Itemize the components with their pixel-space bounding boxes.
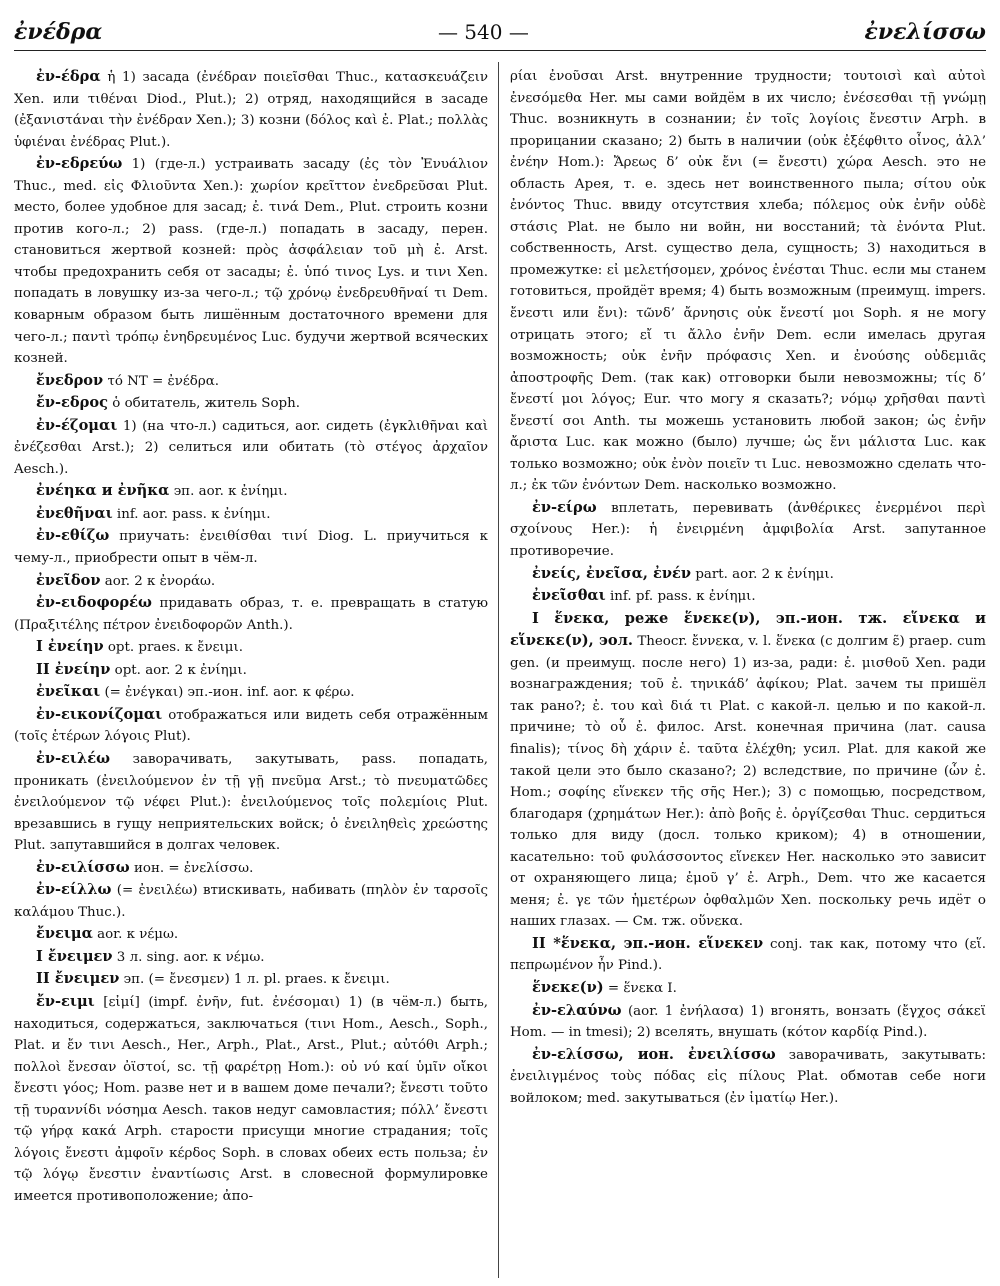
entry-definition: эп. (= ἔνεσμεν) 1 л. pl. praes. к ἔνειμι. bbox=[123, 972, 390, 988]
dictionary-entry bbox=[510, 1044, 986, 1110]
entry-definition: ион. = ἐνελίσσω. bbox=[133, 860, 254, 876]
entry-definition: заворачивать, закутывать, pass. попадать, проникать (ἐνειλούμενον ἐν τῇ γῇ πνεῦμα Arst.; τὸ πνευματῶδες ἐνειλούμενον τῷ νέφει Plut.): ἐνειλούμενος τοῖς πολεμίοις Plut. врезавшись в гущу неприятельских войск; ὁ ἐνειληθεὶς χρεώστης Plut. запутавшийся в долгах человек. bbox=[14, 751, 488, 854]
entry-definition: aor. 2 к ἐνοράω. bbox=[104, 573, 216, 589]
entry-definition: ἡ 1) засада (ἐνέδραν ποιεῖσθαι Thuc., κατασκευάζειν Xen. или τιθέναι Diod., Plut.); 2) отряд, находящийся в засаде (ἐξανιστάναι τὴν ἐνέδραν Xen.); 3) козни (δόλος καὶ ἐ. Plat.; πολλὰς ὑφιέναι ἐνέδρας Plut.). bbox=[14, 70, 488, 150]
running-head-left: ἐνέδρα bbox=[14, 19, 103, 45]
dictionary-entry bbox=[510, 933, 986, 977]
entry-definition: приучать: ἐνειθίσθαι τινί Diog. L. приучиться к чему-л., приобрести опыт в чём-л. bbox=[14, 529, 488, 567]
entry-headword: ἐν-εδρεύω bbox=[36, 155, 123, 173]
dictionary-entry bbox=[510, 497, 986, 563]
page-number: — 540 — bbox=[437, 20, 529, 44]
entry-headword: ἐν-εικονίζομαι bbox=[36, 705, 163, 723]
entry-definition: inf. aor. pass. к ἐνίημι. bbox=[116, 506, 271, 522]
dictionary-entry bbox=[14, 370, 488, 393]
column-divider bbox=[498, 62, 499, 1278]
entry-headword: ἐνεθῆναι bbox=[36, 504, 113, 522]
entry-headword: ἐνέηκα и ἐνῆκα bbox=[36, 482, 170, 500]
entry-headword: ἐν-ειδοφορέω bbox=[36, 594, 152, 612]
entry-headword: ἔνεδρον bbox=[36, 371, 104, 389]
entry-headword: ἐνεῖδον bbox=[36, 571, 101, 589]
dictionary-entry bbox=[14, 525, 488, 569]
dictionary-entry bbox=[14, 480, 488, 503]
entry-definition: (= ἐνέγκαι) эп.-ион. inf. aor. к φέρω. bbox=[104, 685, 355, 701]
entry-definition: τό NT = ἐνέδρα. bbox=[107, 373, 220, 389]
entry-headword: ἐν-εθίζω bbox=[36, 527, 110, 545]
entry-definition: (aor. 1 ἐνήλασα) 1) вгонять, вонзать (ἔγχος σάκεϊ Hom. — in tmesi); 2) вселять, внушать (κότον καρδίᾳ Pind.). bbox=[510, 1003, 986, 1041]
entry-headword: I ἕνεκα, реже ἕνεκε(ν), эп.-ион. тж. εἵνεκα и εἵνεκε(ν), эол. bbox=[510, 609, 986, 650]
entry-continuation: ρίαι ἐνοῦσαι Arst. внутренние трудности; τουτοισὶ καὶ αὐτοὶ ἐνεσόμεθα Her. мы сами войдём в их число; ἐνέσεσθαι τῇ γνώμῃ Thuc. возникнуть в сознании; ἐν τοῖς λογίοις ἔνεστιν Arph. в прорицании сказано; 2) быть в наличии (οὐκ ἐξέφθιτο οἶνος, ἀλλ’ ἐνέην Hom.): Ἄρεως δ’ οὐκ ἔνι (= ἔνεστι) χώρα Aesch. это не область Арея, т. е. здесь нет воинственного пыла; σίτου οὐκ ἐνόντος Thuc. ввиду отсутствия хлеба; πόλεμος οὐκ ἐνῆν οὐδὲ στάσις Plat. не было ни войн, ни восстаний; τὰ ἐνόντα Plut. собственность, Arst. существо дела, сущность; 3) находиться в промежутке: εἰ μελετήσομεν, χρόνος ἐνέσται Thuc. если мы станем готовиться, пройдёт время; 4) быть возможным (преимущ. impers. ἔνεστι или ἔνι): τῶνδ’ ἄρνησις οὐκ ἔνεστί μοι Soph. я не могу отрицать этого; εἴ τι ἄλλο ἐνῆν Dem. если имелась другая возможность; οὐκ ἐνῆν πρόφασις Xen. и ἐνούσης οὐδεμιᾶς ἀποστροφῆς Dem. (так как) отговорки были невозможны; τίς δ’ ἔνεστί μοι λόγος; Eur. что могу я сказать?; νόμῳ χρῆσθαι παντὶ ἔνεστί σοι Anth. ты можешь установить любой закон; ὡς ἐνῆν ἄριστα Luc. как можно (было) лучше; ὡς ἔνι μάλιστα Luc. как только возможно; οὐκ ἐνὸν ποιεῖν τι Luc. невозможно сделать что-л.; ἐκ τῶν ἐνόντων Dem. насколько возможно. bbox=[510, 69, 986, 494]
entry-definition: opt. aor. 2 к ἐνίημι. bbox=[114, 662, 247, 678]
entry-headword: ἐνεῖκαι bbox=[36, 683, 101, 701]
dictionary-entry bbox=[14, 748, 488, 857]
dictionary-entry bbox=[510, 563, 986, 586]
right-column bbox=[510, 66, 986, 1278]
entry-headword: I ἐνείην bbox=[36, 638, 104, 656]
entry-definition: отображаться или видеть себя отражённым (τοῖς ἑτέρων λόγοις Plut). bbox=[14, 707, 488, 745]
entry-headword: ἐν-ελίσσω, ион. ἐνειλίσσω bbox=[532, 1045, 776, 1063]
dictionary-entry bbox=[510, 608, 986, 933]
entry-headword: II ἐνείην bbox=[36, 660, 111, 678]
entry-definition: aor. к νέμω. bbox=[97, 927, 179, 943]
dictionary-entry bbox=[14, 503, 488, 526]
entry-headword: II ἔνειμεν bbox=[36, 970, 120, 988]
entry-definition: ὁ обитатель, житель Soph. bbox=[112, 396, 300, 412]
dictionary-entry bbox=[510, 585, 986, 608]
dictionary-entry bbox=[14, 66, 488, 153]
entry-definition: 3 л. sing. aor. к νέμω. bbox=[116, 949, 265, 965]
dictionary-entry bbox=[510, 977, 986, 1000]
entry-headword: ἐν-είρω bbox=[532, 498, 597, 516]
entry-definition: [εἰμί] (impf. ἐνῆν, fut. ἐνέσομαι) 1) (в чём-л.) быть, находиться, содержаться, заключаться (τινι Hom., Aesch., Soph., Plat. и ἔν τινι Aesch., Her., Arph., Plat., Arst., Plut.; αὐτόθι Arph.; πολλοὶ ἔνεσαν ὀϊστοί, sc. τῇ φαρέτρῃ Hom.): οὐ νύ καί ὑμῖν οἴκοι ἔνεστι γόος; Hom. разве нет и в вашем доме печали?; ἔνεστι τοῦτο τῇ τυραννίδι νόσημα Aesch. таков недуг самовластия; πόλλ’ ἔνεστι τῷ γήρᾳ κακά Arph. старости присущи многие страдания; τοῖς λόγοις ἔνεστι ἀμφοῖν κέρδος Soph. в словах обеих есть польза; ἐν τῷ λόγῳ ἔνεστιν ἐναντίωσις Arst. в словесной формулировке имеется противоположение; ἀπο- bbox=[14, 994, 488, 1204]
dictionary-entry bbox=[14, 392, 488, 415]
dictionary-entry bbox=[14, 857, 488, 880]
dictionary-entry bbox=[14, 681, 488, 704]
dictionary-entry bbox=[14, 991, 488, 1207]
dictionary-entry bbox=[14, 153, 488, 369]
entry-headword: II *ἕνεκα, эп.-ион. εἵνεκεν bbox=[532, 934, 764, 952]
entry-definition: opt. praes. к ἔνειμι. bbox=[107, 640, 243, 656]
dictionary-entry bbox=[14, 592, 488, 636]
dictionary-entry bbox=[14, 946, 488, 969]
dictionary-entry bbox=[14, 570, 488, 593]
entry-headword: ἐν-ειλέω bbox=[36, 749, 110, 767]
entry-definition: Theocr. ἔννεκα, v. l. ἕνεκα (с долгим ε̃) praep. cum gen. (и преимущ. после него) 1) из-за, ради: ἐ. μισθοῦ Xen. ради вознаграждения; τοῦ ἐ. τηνικάδ’ ἀφίκου; Plat. зачем ты пришёл так рано?; ἐ. του καὶ διά τι Plat. с какой-л. целью и по какой-л. причине; τὸ οὗ ἐ. филос. Arst. конечная причина (лат. causa finalis); τίνος δὴ χάριν ἐ. ταῦτα ἐλέχθη; усил. Plat. для какой же такой цели это было сказано?; 2) вследствие, по причине (ὧν ἐ. Hom.; σοφίης εἵνεκεν τῆς σῆς Her.); 3) с помощью, посредством, благодаря (χρημάτων Her.): ἀπὸ βοῆς ἐ. ὀργίζεσθαι Thuc. сердиться только для виду (досл. только криком); 4) в отношении, касательно: τοῦ φυλάσσοντος εἵνεκεν Her. насколько это зависит от охраняющего лица; ἐμοῦ γ’ ἐ. Arph., Dem. что же касается меня; ἐ. γε τῶν ἡμετέρων ὀφθαλμῶν Xen. поскольку речь идёт о наших глазах. — См. тж. οὕνεκα. bbox=[510, 634, 986, 930]
entry-headword: ἐν-ειλίσσω bbox=[36, 858, 130, 876]
dictionary-entry bbox=[14, 636, 488, 659]
dictionary-entry bbox=[14, 659, 488, 682]
dictionary-entry bbox=[14, 923, 488, 946]
entry-headword: ἐν-ελαύνω bbox=[532, 1001, 622, 1019]
entry-headword: ἐν-έζομαι bbox=[36, 416, 118, 434]
entry-headword: ἔνειμα bbox=[36, 925, 93, 943]
entry-headword: ἔν-εδρος bbox=[36, 394, 108, 412]
entry-definition: вплетать, перевивать (ἀνθέρικες ἐνερμένοι περὶ σχοίνους Her.): ἡ ἐνειρμένη ἀμφιβολία Arst. запутанное противоречие. bbox=[510, 500, 986, 560]
entry-definition: 1) (на что-л.) садиться, aor. сидеть (ἐγκλιθῆναι καὶ ἐνέζεσθαι Arst.); 2) селиться или обитать (τὸ στέγος ἀρχαῖον Aesch.). bbox=[14, 418, 488, 477]
entry-headword: ἐν-έδρα bbox=[36, 68, 101, 85]
entry-definition: эп. aor. к ἐνίημι. bbox=[173, 484, 288, 500]
entry-definition: = ἕνεκα I. bbox=[607, 980, 677, 996]
entry-headword: ἕνεκε(ν) bbox=[532, 978, 604, 996]
entry-definition: inf. pf. pass. к ἐνίημι. bbox=[609, 589, 756, 605]
dictionary-entry bbox=[14, 968, 488, 991]
entry-headword: ἔν-ειμι bbox=[36, 992, 95, 1010]
dictionary-entry bbox=[510, 1000, 986, 1044]
dictionary-entry bbox=[14, 704, 488, 748]
page-header bbox=[14, 14, 986, 51]
entry-definition: 1) (где-л.) устраивать засаду (ἐς τὸν Ἐνυάλιον Thuc., med. εἰς Φλιοῦντα Xen.): χωρίον κρεῖττον ἐνεδρεῦσαι Plut. место, более удобное для засад; ἐ. τινά Dem., Plut. строить козни против кого-л.; 2) pass. (где-л.) попадать в засаду, перен. становиться жертвой козней: πρὸς ἀσφάλειαν τοῦ μὴ ἐ. Arst. чтобы предохранить себя от засады; ἐ. ὑπό τινος Lys. и τινι Xen. попадать в ловушку из-за чего-л.; τῷ χρόνῳ ἐνεδρευθῆναί τι Dem. коварным образом быть лишённым достаточного времени для чего-л.; παντὶ τρόπῳ ἐνηδρευμένος Luc. будучи жертвой всяческих козней. bbox=[14, 157, 488, 367]
left-column bbox=[14, 66, 488, 1278]
entry-definition: (= ἐνειλέω) втискивать, набивать (πηλὸν ἐν ταρσοῖς καλάμου Thuc.). bbox=[14, 883, 488, 920]
running-head-right: ἐνελίσσω bbox=[864, 19, 986, 45]
dictionary-entry bbox=[510, 66, 986, 497]
dictionary-entry bbox=[14, 879, 488, 923]
entry-definition: придавать образ, т. е. превращать в статую (Πραξιτέλης πέτρον ἐνειδοφορῶν Anth.). bbox=[14, 596, 488, 633]
entry-definition: conj. так как, потому что (εἵ. πεπρωμένον ἦν Pind.). bbox=[510, 936, 986, 974]
entry-headword: I ἔνειμεν bbox=[36, 947, 113, 965]
entry-headword: ἐν-είλλω bbox=[36, 881, 112, 899]
dictionary-entry bbox=[14, 415, 488, 481]
entry-definition: part. aor. 2 к ἐνίημι. bbox=[695, 566, 834, 582]
entry-headword: ἐνεῖσθαι bbox=[532, 587, 606, 605]
entry-headword: ἐνείς, ἐνεῖσα, ἐνέν bbox=[532, 564, 692, 582]
entry-definition: заворачивать, закутывать: ἐνειλιγμένος τοὺς πόδας εἰς πίλους Plat. обмотав себе ноги войлоком; med. закутываться (ἐν ἱματίῳ Her.). bbox=[510, 1047, 986, 1106]
